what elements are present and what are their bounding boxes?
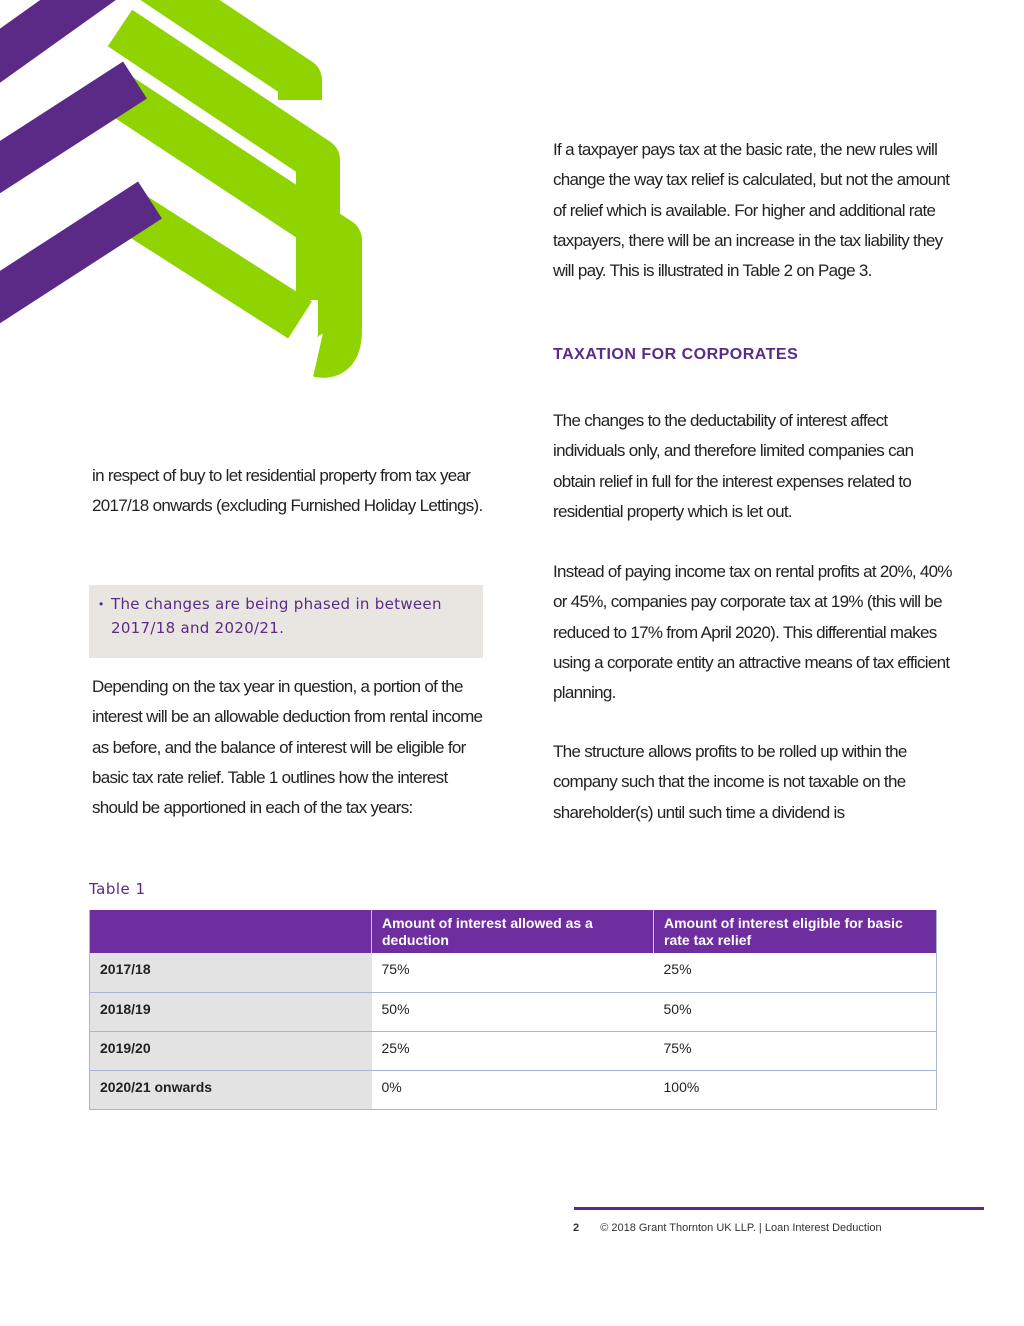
table-cell-year: 2018/19 [90,992,372,1031]
table-cell-basic: 50% [654,992,937,1031]
table-cell-allowed: 50% [372,992,654,1031]
right-paragraph-2: The changes to the deductability of interest affect individuals only, and therefore limited companies can obtain relief in full for the interest expenses related to residential property which is let out. [553,411,914,521]
interest-table [89,910,937,1110]
table-cell-year: 2020/21 onwards [90,1070,372,1109]
right-paragraph-3: Instead of paying income tax on rental profits at 20%, 40% or 45%, companies pay corporate tax at 19% (this will be reduced to 17% from April 2020). This differential makes using a corporate entity an attractive means of tax efficient planning. [553,562,952,703]
left-paragraph-2: Depending on the tax year in question, a portion of the interest will be an allowable deduction from rental income as before, and the balance of interest will be eligible for basic tax rate relief. Table 1 outlines how the interest should be apportioned in each of the tax years: [92,677,483,818]
grant-thornton-arrows-icon [0,0,380,380]
table-cell-basic: 25% [654,953,937,992]
table-header-basic: Amount of interest eligible for basic rate tax relief [654,910,937,953]
table-cell-allowed: 75% [372,953,654,992]
bullet-icon: • [99,597,104,611]
page-footer [573,1222,882,1234]
page-number: 2 [573,1222,580,1234]
right-paragraph-1: If a taxpayer pays tax at the basic rate, the new rules will change the way tax relief is calculated, but not the amount of relief which is available. For higher and additional rate taxpayers, there will be an increase in the tax liability they will pay. This is illustrated in Table 2 on Page 3. [553,140,950,281]
table-cell-allowed: 25% [372,1031,654,1070]
footer-copyright: © 2018 Grant Thornton UK LLP. | Loan Interest Deduction [600,1222,882,1234]
table-header-row [90,910,937,953]
table-header-allowed: Amount of interest allowed as a deduction [372,910,654,953]
table-cell-basic: 75% [654,1031,937,1070]
callout-text: The changes are being phased in between 2017/18 and 2020/21. [111,595,442,637]
section-heading: TAXATION FOR CORPORATES [553,346,799,363]
callout-box [89,585,483,658]
table-row [90,992,937,1031]
table-row [90,953,937,992]
footer-divider [574,1207,984,1210]
table-row [90,1031,937,1070]
table-cell-year: 2019/20 [90,1031,372,1070]
right-paragraph-4: The structure allows profits to be rolled up within the company such that the income is not taxable on the shareholder(s) until such time a dividend is [553,742,907,822]
table-cell-year: 2017/18 [90,953,372,992]
table-row [90,1070,937,1109]
table-header-year [90,910,372,953]
left-paragraph-1: in respect of buy to let residential property from tax year 2017/18 onwards (excluding Furnished Holiday Lettings). [92,466,483,516]
table-cell-allowed: 0% [372,1070,654,1109]
table-caption: Table 1 [89,880,146,898]
table-cell-basic: 100% [654,1070,937,1109]
